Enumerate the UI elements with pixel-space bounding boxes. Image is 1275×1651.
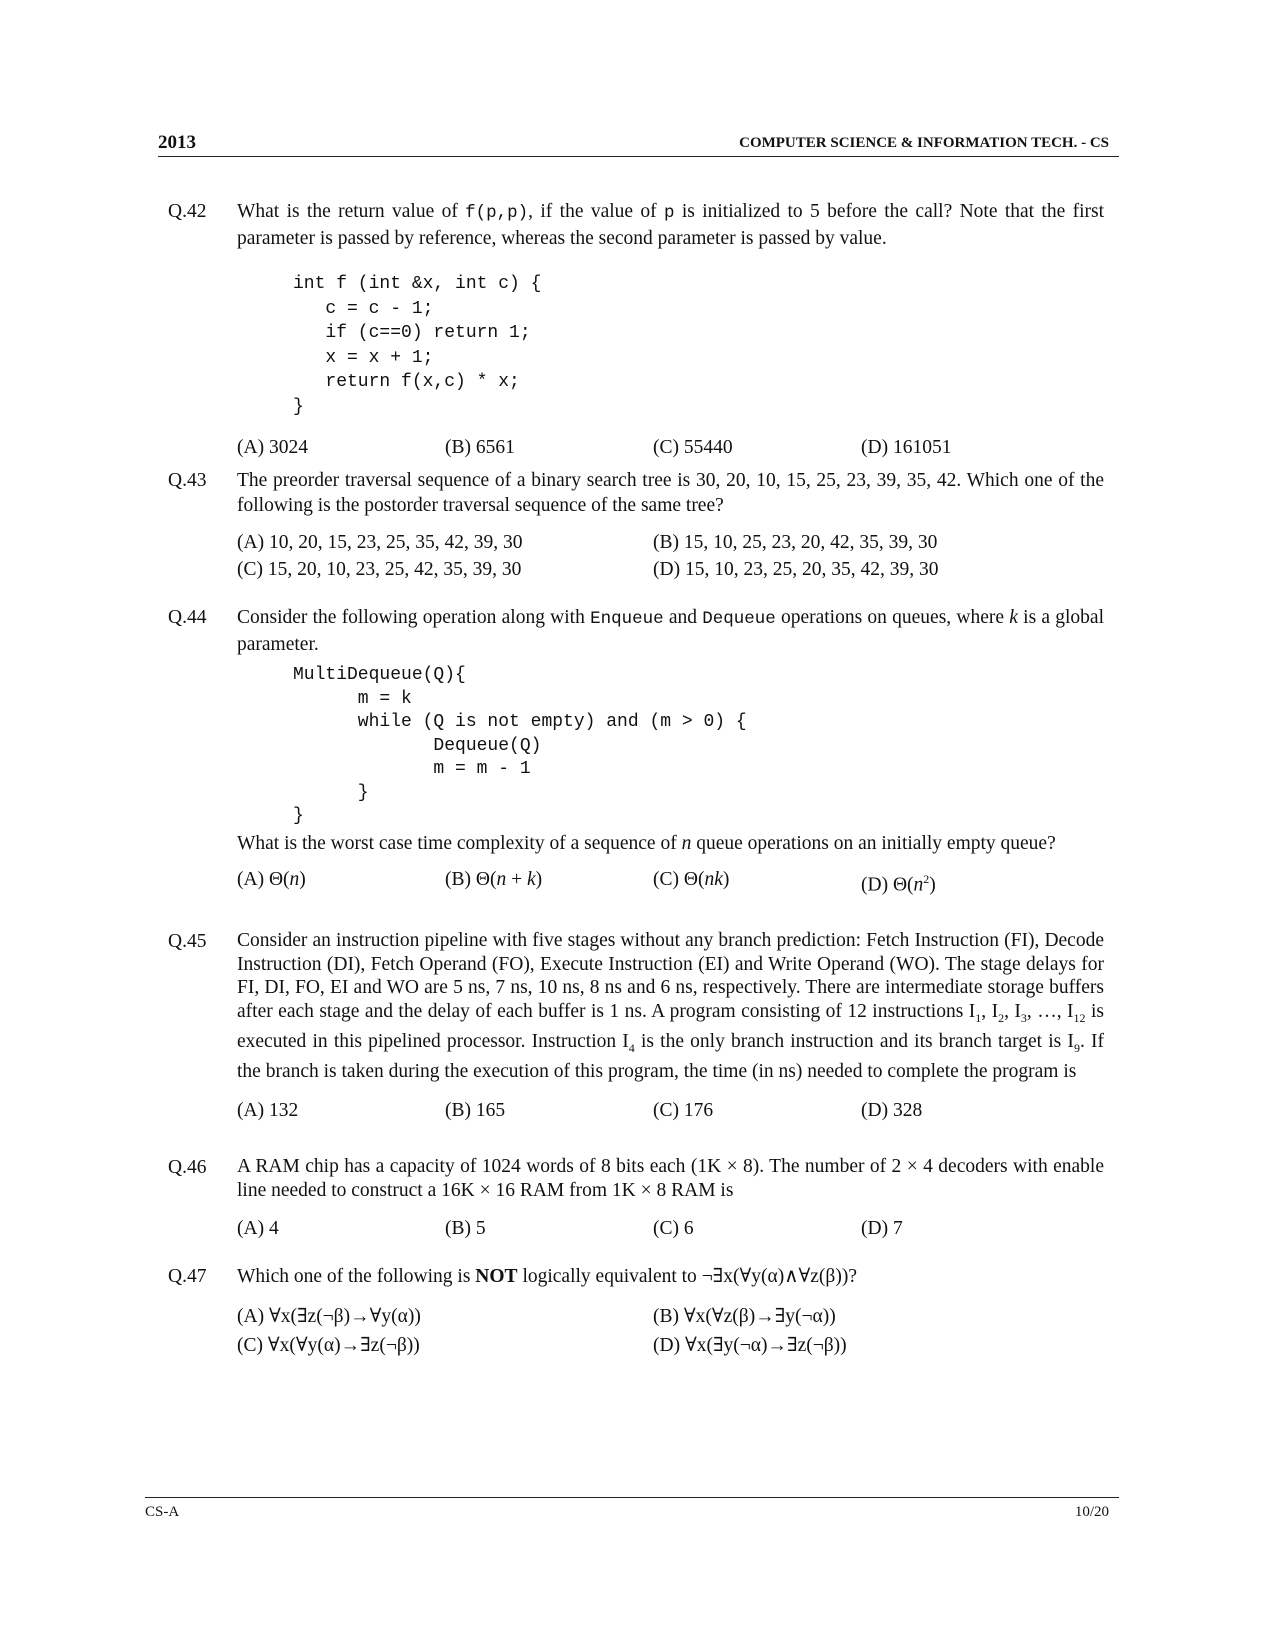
question-text: The preorder traversal sequence of a binary search tree is 30, 20, 10, 15, 25, 23, 39, 35, 42. Which one of the following is the postorder traversal sequence of the same tree? bbox=[237, 470, 1104, 516]
answer-options bbox=[237, 867, 1104, 893]
option-b: (B) 15, 10, 25, 23, 20, 42, 35, 39, 30 bbox=[653, 532, 938, 553]
option-b: (B) Θ(n + k) bbox=[445, 868, 543, 890]
option-c: (C) 15, 20, 10, 23, 25, 42, 35, 39, 30 bbox=[237, 559, 522, 580]
page-header bbox=[158, 132, 1119, 157]
code-block: int f (int &x, int c) { c = c - 1; if (c==0) return 1; x = x + 1; return f(x,c) * x; } bbox=[293, 274, 542, 417]
option-a: (A) 3024 bbox=[237, 437, 308, 458]
option-a: (A) 132 bbox=[237, 1099, 299, 1121]
option-b: (B) 6561 bbox=[445, 437, 515, 458]
code-block: MultiDequeue(Q){ m = k while (Q is not empty) and (m > 0) { Dequeue(Q) m = m - 1 } } bbox=[293, 665, 747, 826]
question-46 bbox=[168, 1155, 1104, 1242]
paper-code: CS-A bbox=[145, 1504, 180, 1520]
question-number: Q.46 bbox=[168, 1157, 207, 1178]
option-a: (A) 10, 20, 15, 23, 25, 35, 42, 39, 30 bbox=[237, 532, 523, 553]
question-text: Consider an instruction pipeline with five stages without any branch prediction: Fetch Instruction (FI), Decode Instruction (DI), Fetch Operand (FO), Execute Instruction (EI) and Write Operand (WO). The stage delays for FI, DI, FO, EI and WO are 5 ns, 7 ns, 10 ns, 8 ns and 6 ns, respectively. There are intermediate storage buffers after each stage and the delay of each buffer is 1 ns. A program consisting of 12 instructions $I_1$, $I_2$, $I_3$, …, $I_{12}$ is executed in this pipelined processor. Instruction $I_4$ is the only branch instruction and its branch target is $I_9$. If the branch is taken during the execution of this program, the time (in ns) needed to complete the program is bbox=[237, 930, 1104, 1083]
question-number: Q.44 bbox=[168, 607, 207, 628]
option-d: (D) 328 bbox=[861, 1099, 923, 1121]
option-d: (D) 7 bbox=[861, 1218, 903, 1239]
option-d: (D) 161051 bbox=[861, 437, 952, 458]
option-c: (C) Θ(nk) bbox=[653, 868, 730, 890]
question-text: A RAM chip has a capacity of 1024 words of 8 bits each (1K × 8). The number of 2 × 4 decoders with enable line needed to construct a 16K × 16 RAM from 1K × 8 RAM is bbox=[237, 1156, 1104, 1201]
question-number: Q.42 bbox=[168, 201, 207, 222]
question-44 bbox=[168, 605, 1104, 893]
option-d: (D) 15, 10, 23, 25, 20, 35, 42, 39, 30 bbox=[653, 559, 939, 580]
answer-options-row-1 bbox=[237, 530, 1104, 557]
question-text: Consider the following operation along with Enqueue and Dequeue operations on queues, where k is a global parameter. bbox=[237, 607, 1105, 655]
option-a: (A) 4 bbox=[237, 1218, 279, 1239]
question-text: What is the return value of f(p,p), if the value of p is initialized to 5 before the call? Note that the first parameter is passed by reference, whereas the second parameter is passed by value. bbox=[237, 201, 1104, 249]
answer-options-row-2 bbox=[237, 1333, 1104, 1360]
page-footer bbox=[145, 1497, 1119, 1520]
exam-year: 2013 bbox=[158, 132, 196, 153]
option-c: (C) ∀x(∀y(α)→∃z(¬β)) bbox=[237, 1335, 420, 1356]
option-d: (D) $\Theta(n^2)$ bbox=[861, 871, 936, 895]
answer-options bbox=[237, 435, 1104, 461]
question-number: Q.45 bbox=[168, 931, 207, 952]
question-45 bbox=[168, 929, 1104, 1124]
answer-options bbox=[237, 1216, 1104, 1242]
answer-options-row-1 bbox=[237, 1304, 1104, 1333]
formula: ¬∃x(∀y(α)∧∀z(β)) bbox=[701, 1266, 849, 1287]
option-a: (A) Θ(n) bbox=[237, 868, 306, 890]
option-b: (B) 5 bbox=[445, 1218, 486, 1239]
subject-title: COMPUTER SCIENCE & INFORMATION TECH. - CS bbox=[739, 135, 1109, 151]
question-43 bbox=[168, 468, 1104, 584]
question-42 bbox=[168, 199, 1104, 461]
question-number: Q.43 bbox=[168, 470, 207, 491]
question-number: Q.47 bbox=[168, 1266, 207, 1287]
option-b: (B) ∀x(∀z(β)→∃y(¬α)) bbox=[653, 1306, 836, 1327]
option-d: (D) ∀x(∃y(¬α)→∃z(¬β)) bbox=[653, 1335, 847, 1356]
option-c: (C) 6 bbox=[653, 1218, 694, 1239]
question-text: Which one of the following is NOT logically equivalent to ¬∃x(∀y(α)∧∀z(β))? bbox=[237, 1266, 857, 1287]
option-b: (B) 165 bbox=[445, 1099, 506, 1121]
question-47 bbox=[168, 1264, 1104, 1360]
option-c: (C) 176 bbox=[653, 1099, 714, 1121]
answer-options bbox=[237, 1098, 1104, 1124]
question-text-2: What is the worst case time complexity of a sequence of n queue operations on an initially empty queue? bbox=[237, 832, 1056, 854]
answer-options-row-2 bbox=[237, 557, 1104, 584]
page-number: 10/20 bbox=[1074, 1504, 1109, 1520]
option-c: (C) 55440 bbox=[653, 437, 733, 458]
option-a: (A) ∀x(∃z(¬β)→∀y(α)) bbox=[237, 1306, 421, 1327]
